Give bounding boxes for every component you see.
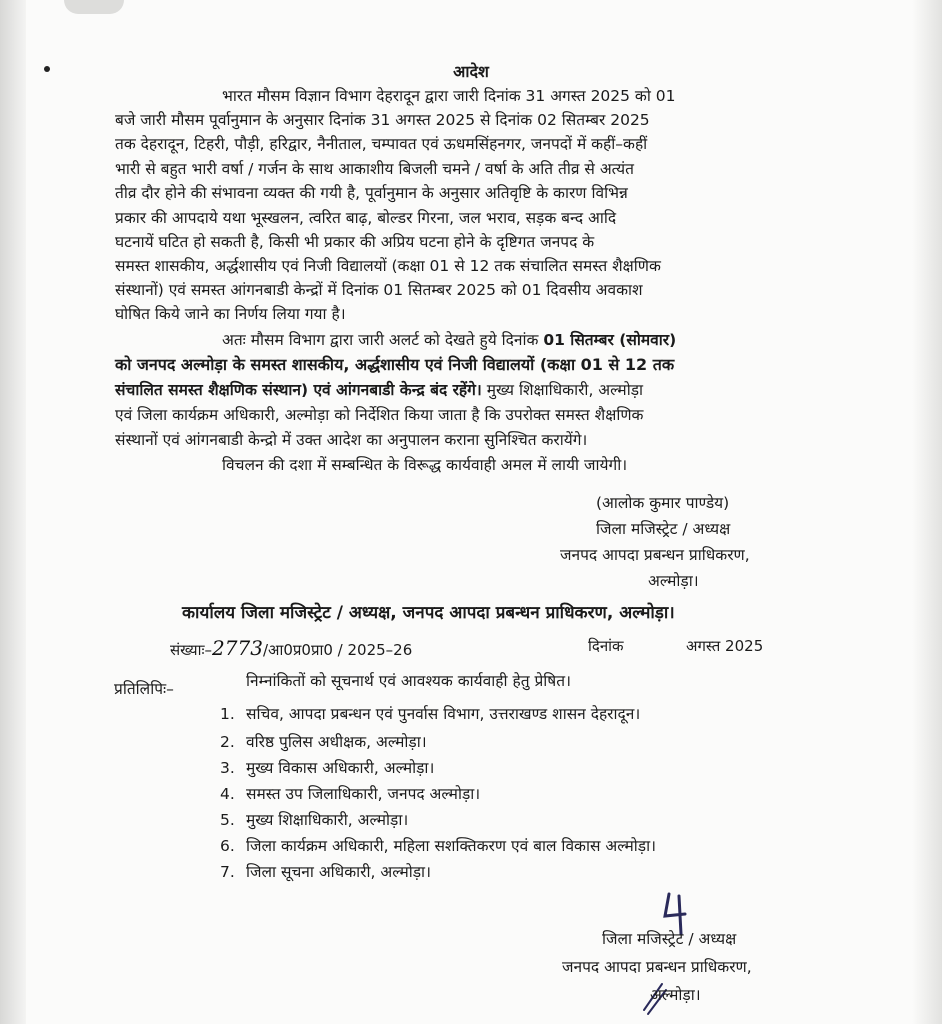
holiday-date: 01 सितम्बर (सोमवार) bbox=[543, 331, 677, 349]
signatory-authority: जनपद आपदा प्रबन्धन प्राधिकरण, bbox=[560, 546, 750, 564]
reference-number bbox=[170, 636, 412, 660]
item-number: 4. bbox=[220, 785, 235, 803]
para2-line5: संस्थानों एवं आंगनबाडी केन्द्रो में उक्त आदेश का अनुपालन कराना सुनिश्चित करायेंगे। bbox=[115, 431, 588, 449]
list-item bbox=[220, 756, 434, 778]
para2-line1 bbox=[222, 330, 676, 350]
signatory-name: (आलोक कुमार पाण्डेय) bbox=[596, 494, 730, 512]
signatory2-place: अल्मोड़ा। bbox=[650, 986, 701, 1004]
para2-line3 bbox=[115, 380, 643, 400]
para1-line: संस्थानों) एवं समस्त आंगनबाडी केन्द्रों में दिनांक 01 सितम्बर 2025 को 01 दिवसीय अवकाश bbox=[115, 281, 643, 299]
item-number: 3. bbox=[220, 759, 235, 777]
para1-line: भारत मौसम विज्ञान विभाग देहरादून द्वारा जारी दिनांक 31 अगस्त 2025 को 01 bbox=[222, 87, 676, 105]
reference-code: /आ0प्र0प्रा0 / 2025–26 bbox=[262, 641, 413, 659]
para1-line: समस्त शासकीय, अर्द्धशासीय एवं निजी विद्यालयों (कक्षा 01 से 12 तक संचालित समस्त शैक्षणिक bbox=[115, 257, 661, 275]
signatory-designation: जिला मजिस्ट्रेट / अध्यक्ष bbox=[596, 520, 731, 538]
item-text: सचिव, आपदा प्रबन्धन एवं पुनर्वास विभाग, उत्तराखण्ड शासन देहरादून। bbox=[246, 705, 641, 723]
signatory2-designation: जिला मजिस्ट्रेट / अध्यक्ष bbox=[602, 930, 737, 948]
page-shadow-left bbox=[0, 0, 26, 1024]
date-label: दिनांक bbox=[588, 637, 624, 655]
para1-line: घटनायें घटित हो सकती है, किसी भी प्रकार की अप्रिय घटना होने के दृष्टिगत जनपद के bbox=[115, 233, 595, 251]
date-value: अगस्त 2025 bbox=[686, 637, 764, 655]
list-item bbox=[220, 808, 408, 830]
item-text: वरिष्ठ पुलिस अधीक्षक, अल्मोड़ा। bbox=[246, 733, 427, 751]
para2-line3-rest: मुख्य शिक्षाधिकारी, अल्मोड़ा bbox=[481, 381, 644, 399]
item-number: 6. bbox=[220, 837, 235, 855]
reference-label: संख्याः– bbox=[170, 641, 213, 659]
para1-line: बजे जारी मौसम पूर्वानुमान के अनुसार दिनांक 31 अगस्त 2025 से दिनांक 02 सितम्बर 2025 bbox=[115, 111, 650, 129]
top-smudge bbox=[64, 0, 124, 14]
copy-to-label: प्रतिलिपिः– bbox=[114, 680, 174, 698]
para3-line: विचलन की दशा में सम्बन्धित के विरूद्ध कार्यवाही अमल में लायी जायेगी। bbox=[222, 456, 628, 474]
para2-line4: एवं जिला कार्यक्रम अधिकारी, अल्मोड़ा को निर्देशित किया जाता है कि उपरोक्त समस्त शैक्षणिक bbox=[115, 406, 644, 424]
item-text: समस्त उप जिलाधिकारी, जनपद अल्मोड़ा। bbox=[246, 785, 481, 803]
order-title: आदेश bbox=[453, 62, 489, 81]
item-number: 5. bbox=[220, 811, 235, 829]
item-number: 1. bbox=[220, 705, 235, 723]
list-item bbox=[220, 730, 427, 752]
item-text: जिला कार्यक्रम अधिकारी, महिला सशक्तिकरण एवं बाल विकास अल्मोड़ा। bbox=[246, 837, 656, 855]
para2-line1-text: अतः मौसम विभाग द्वारा जारी अलर्ट को देखते हुये दिनांक bbox=[222, 331, 544, 349]
list-item bbox=[220, 860, 431, 882]
signatory2-authority: जनपद आपदा प्रबन्धन प्राधिकरण, bbox=[562, 958, 752, 976]
item-text: मुख्य शिक्षाधिकारी, अल्मोड़ा। bbox=[246, 811, 409, 829]
page-shadow-right bbox=[912, 0, 942, 1024]
para1-line: तक देहरादून, टिहरी, पौड़ी, हरिद्वार, नैनीताल, चम्पावत एवं ऊधमसिंहनगर, जनपदों में कहीं–कहीं bbox=[115, 135, 648, 153]
handwritten-number: 2773 bbox=[212, 636, 263, 660]
office-heading: कार्यालय जिला मजिस्ट्रेट / अध्यक्ष, जनपद आपदा प्रबन्धन प्राधिकरण, अल्मोड़ा। bbox=[182, 603, 675, 623]
list-item bbox=[220, 782, 480, 804]
para2-bold-line2: को जनपद अल्मोड़ा के समस्त शासकीय, अर्द्धशासीय एवं निजी विद्यालयों (कक्षा 01 से 12 तक bbox=[115, 355, 675, 374]
para1-line: घोषित किये जाने का निर्णय लिया गया है। bbox=[115, 305, 346, 323]
para1-line: भारी से बहुत भारी वर्षा / गर्जन के साथ आकाशीय बिजली चमने / वर्षा के अति तीव्र से अत्यंत bbox=[115, 160, 634, 178]
para1-line: प्रकार की आपदाये यथा भूस्खलन, त्वरित बाढ़, बोल्डर गिरना, जल भराव, सड़क बन्द आदि bbox=[115, 209, 617, 227]
signatory-place: अल्मोड़ा। bbox=[648, 572, 699, 590]
list-item bbox=[220, 834, 656, 856]
closure-statement: संचालित समस्त शैक्षणिक संस्थान) एवं आंगनबाडी केन्द्र बंद रहेंगे। bbox=[115, 381, 482, 399]
item-text: मुख्य विकास अधिकारी, अल्मोड़ा। bbox=[246, 759, 435, 777]
item-number: 7. bbox=[220, 863, 235, 881]
para1-line: तीव्र दौर होने की संभावना व्यक्त की गयी है, पूर्वानुमान के अनुसार अतिवृष्टि के कारण विभिन्न bbox=[115, 184, 628, 202]
list-item bbox=[220, 702, 640, 724]
item-text: जिला सूचना अधिकारी, अल्मोड़ा। bbox=[246, 863, 431, 881]
copy-to-intro: निम्नांकितों को सूचनार्थ एवं आवश्यक कार्यवाही हेतु प्रेषित। bbox=[246, 672, 571, 690]
item-number: 2. bbox=[220, 733, 235, 751]
